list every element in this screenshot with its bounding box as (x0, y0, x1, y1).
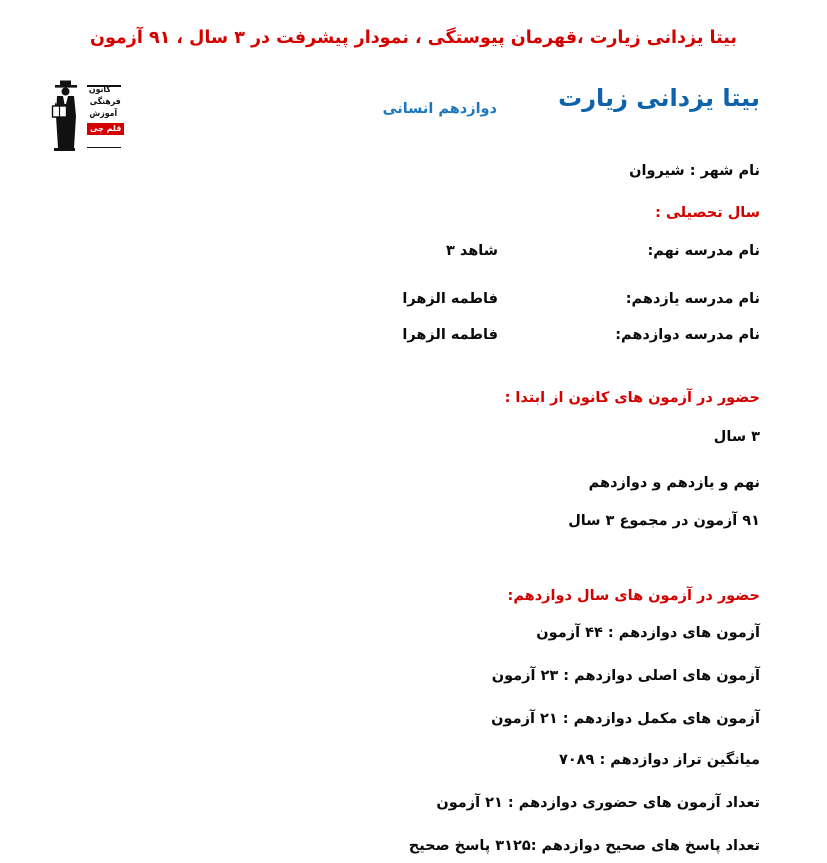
page-title: بیتا یزدانی زیارت ،قهرمان پیوستگی ، نمودار پیشرفت در ۳ سال ، ۹۱ آزمون (90, 28, 737, 48)
attendance-all-heading: حضور در آزمون های کانون از ابتدا : (504, 390, 760, 406)
logo-badge: قلم چی (87, 123, 124, 135)
twelfth-average-taraz: میانگین تراز دوازدهم : ۷۰۸۹ (558, 752, 760, 768)
twelfth-total-exams: آزمون های دوازدهم : ۴۴ آزمون (536, 625, 760, 641)
student-name: بیتا یزدانی زیارت (558, 84, 760, 112)
kanoon-logo (49, 78, 121, 152)
scholar-figure-icon (49, 78, 87, 152)
school-label-eleventh: نام مدرسه یازدهم: (625, 291, 760, 307)
attendance-all-line-2: نهم و یازدهم و دوازدهم (588, 475, 760, 491)
school-value-eleventh: فاطمه الزهرا (402, 291, 498, 307)
logo-wordmark (87, 84, 121, 148)
school-label-ninth: نام مدرسه نهم: (647, 243, 760, 259)
city-line: نام شهر : شیروان (629, 163, 760, 179)
twelfth-supplementary-exams: آزمون های مکمل دوازدهم : ۲۱ آزمون (491, 711, 760, 727)
logo-word-2: فرهنگی (89, 97, 121, 107)
school-label-twelfth: نام مدرسه دوازدهم: (615, 327, 760, 343)
attendance-all-line-1: ۳ سال (713, 429, 760, 445)
logo-word-3: آموزش (89, 109, 118, 119)
attendance-twelfth-heading: حضور در آزمون های سال دوازدهم: (507, 588, 760, 604)
school-value-twelfth: فاطمه الزهرا (402, 327, 498, 343)
twelfth-in-person-exams: تعداد آزمون های حضوری دوازدهم : ۲۱ آزمون (436, 795, 760, 811)
twelfth-correct-answers: تعداد پاسخ های صحیح دوازدهم :۳۱۲۵ پاسخ صحیح (408, 838, 760, 854)
school-value-ninth: شاهد ۳ (445, 243, 498, 259)
academic-year-label: سال تحصیلی : (655, 205, 760, 221)
twelfth-main-exams: آزمون های اصلی دوازدهم : ۲۳ آزمون (491, 668, 760, 684)
logo-word-1: کانون (88, 85, 111, 95)
student-grade: دوازدهم انسانی (382, 101, 497, 117)
attendance-all-line-3: ۹۱ آزمون در مجموع ۳ سال (568, 513, 760, 529)
